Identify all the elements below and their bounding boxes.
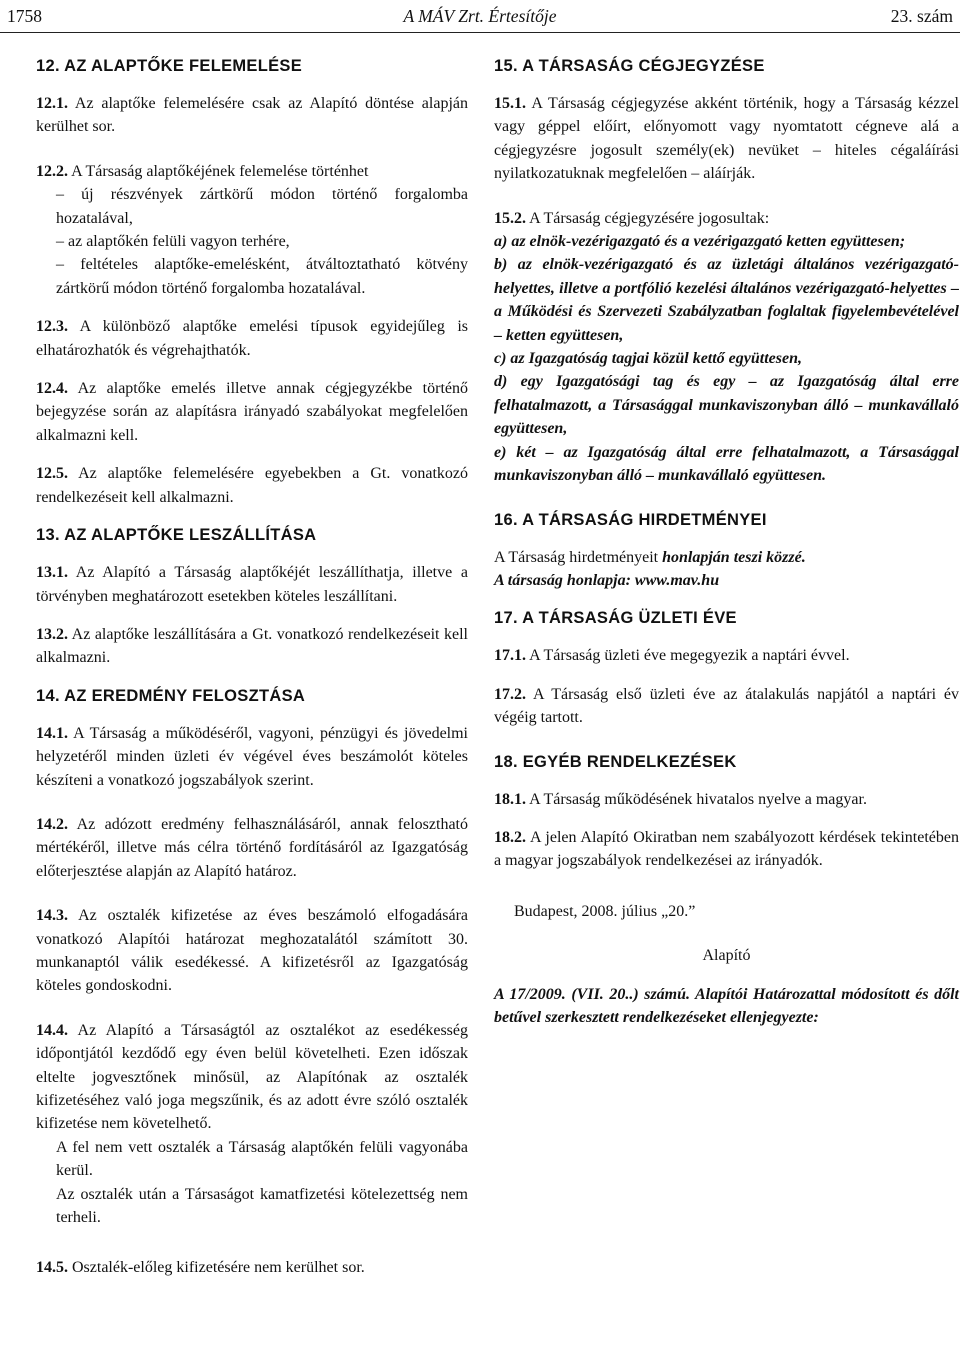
header-rule xyxy=(0,32,960,33)
para-text: A Társaság alaptőkéjének felemelése történhet xyxy=(71,162,369,180)
signatory: Alapító xyxy=(702,947,751,965)
section-14-title: 14. AZ EREDMÉNY FELOSZTÁSA xyxy=(36,686,306,705)
announcements-emphasis: honlapján teszi közzé. xyxy=(662,548,806,566)
para-text: A Társaság a működéséről, vagyoni, pénzügyi és jövedelmi helyzetéről minden üzleti év végével éves beszámolót köteles készíteni a vonatkozó jogszabályok szerint. xyxy=(36,724,468,789)
announcements-plain: A Társaság hirdetményeit xyxy=(494,548,663,566)
section-16-title: 16. A TÁRSASÁG HIRDETMÉNYEI xyxy=(494,510,767,529)
amendment-note: A 17/2009. (VII. 20..) számú. Alapítói Határozattal módosított és dőlt betűvel szerkesztett rendelkezéseket ellenjegyezte: xyxy=(494,985,959,1026)
para-14-1 xyxy=(36,722,468,792)
para-text: Az adózott eredmény felhasználásáról, annak felosztható mértékéről, illetve más célra történő fordításáról az Igazgatóság előterjesztése alapján az Alapító határoz. xyxy=(36,815,469,880)
signatory-option-a: a) az elnök-vezérigazgató és a vezérigazgató ketten együttesen; xyxy=(494,233,906,251)
para-number: 14.5. xyxy=(36,1259,68,1277)
publication-title: A MÁV Zrt. Értesítője xyxy=(403,6,557,26)
right-column xyxy=(494,55,959,1044)
para-number: 14.3. xyxy=(36,907,68,925)
para-14-4-continuation: Az osztalék után a Társaságot kamatfizetési kötelezettség nem terheli. xyxy=(56,1185,468,1227)
para-14-4-continuation: A fel nem vett osztalék a Társaság alaptőkén felüli vagyonába kerül. xyxy=(56,1138,468,1180)
section-12-title: 12. AZ ALAPTŐKE FELEMELÉSE xyxy=(36,57,303,75)
para-number: 14.2. xyxy=(36,815,68,833)
para-13-2 xyxy=(36,623,468,670)
page-number: 1758 xyxy=(7,6,42,26)
para-number: 14.4. xyxy=(36,1021,68,1039)
para-12-3 xyxy=(36,315,468,362)
signatory-option-c: c) az Igazgatóság tagjai közül kettő együttesen, xyxy=(494,350,802,368)
announcements-text xyxy=(494,546,959,569)
para-14-5 xyxy=(36,1256,468,1279)
para-18-1 xyxy=(494,788,959,811)
para-text: Az Alapító a Társaságtól az osztalékot az esedékesség időpontjától kezdődő egy éven belül követelheti. Ezen időszak eltelte jogvesztőnek minősül, az Alapítónak az osztalék kifizetéséhez való joga megszűnik, és az adott évre szóló osztalék kifizetése nem követelhető. xyxy=(36,1021,468,1133)
para-12-2 xyxy=(36,160,468,183)
para-number: 13.2. xyxy=(36,625,68,643)
para-text: Az alaptőke felemelésére csak az Alapító döntése alapján kerülhet sor. xyxy=(36,95,468,136)
para-text: Az alaptőke emelés illetve annak cégjegyzékbe történő bejegyzése során az alapításra irányadó szabályokat megfelelően alkalmazni kell. xyxy=(36,380,468,444)
para-15-2 xyxy=(494,207,959,230)
signatory-option-b: b) az elnök-vezérigazgató és az üzletági általános vezérigazgató-helyettes, illetve a portfólió kezelési általános vezérigazgató-helyettes – a Működési és Szervezeti Szabályzatban foglaltak figyelembevételével – ketten együttesen, xyxy=(494,256,959,344)
para-number: 17.2. xyxy=(494,685,526,703)
signatory-option-e: e) két – az Igazgatóság által erre felhatalmazott, a Társasággal munkaviszonyban álló – munkavállaló együttesen. xyxy=(494,443,959,485)
para-number: 12.2. xyxy=(36,162,68,180)
para-text: A jelen Alapító Okiratban nem szabályozott kérdések tekintetében a magyar jogszabályok rendelkezései az irányadók. xyxy=(494,828,959,870)
section-18-title: 18. EGYÉB RENDELKEZÉSEK xyxy=(494,752,737,771)
para-text: A Társaság működésének hivatalos nyelve a magyar. xyxy=(529,790,867,808)
para-text: Az osztalék kifizetése az éves beszámoló elfogadására vonatkozó Alapítói határozat meghozatalától számított 30. munkanaptól válik esedékessé. A kifizetésről az Igazgatóság köteles gondoskodni. xyxy=(36,907,468,995)
list-item: – feltételes alaptőke-emelésként, átváltoztatható kötvény zártkörű módon történő forgalomba hozatalával. xyxy=(56,256,468,297)
section-15-title: 15. A TÁRSASÁG CÉGJEGYZÉSE xyxy=(494,57,765,75)
para-text: A Társaság első üzleti éve az átalakulás napjától a naptári év végéig tartott. xyxy=(494,685,960,727)
para-14-2 xyxy=(36,813,468,883)
para-text: Az Alapító a Társaság alaptőkéjét leszállíthatja, illetve a törvényben meghatározott esetekben köteles leszállítani. xyxy=(36,564,468,605)
company-website: A társaság honlapja: www.mav.hu xyxy=(494,571,720,589)
para-13-1 xyxy=(36,561,468,608)
para-number: 18.1. xyxy=(494,790,526,808)
para-14-3 xyxy=(36,904,468,998)
list-item: – új részvények zártkörű módon történő forgalomba hozatalával, xyxy=(56,186,468,227)
para-text: A különböző alaptőke emelési típusok egyidejűleg is elhatározhatók és végrehajthatók. xyxy=(36,318,468,359)
signatory-option-d: d) egy Igazgatósági tag és egy – az Igazgatóság által erre felhatalmazott, a Társasággal munkaviszonyban álló – munkavállaló együttesen, xyxy=(494,373,959,438)
para-12-1 xyxy=(36,92,468,139)
section-13-title: 13. AZ ALAPTŐKE LESZÁLLÍTÁSA xyxy=(36,526,317,545)
para-number: 18.2. xyxy=(494,828,526,846)
para-text: A Társaság cégjegyzésére jogosultak: xyxy=(529,209,770,227)
para-17-2 xyxy=(494,683,959,730)
para-number: 12.4. xyxy=(36,380,68,398)
para-number: 13.1. xyxy=(36,564,68,582)
list-item: – az alaptőkén felüli vagyon terhére, xyxy=(56,233,290,251)
para-number: 12.1. xyxy=(36,95,68,112)
para-18-2 xyxy=(494,826,959,873)
place-and-date: Budapest, 2008. július „20.” xyxy=(514,902,696,920)
section-17-title: 17. A TÁRSASÁG ÜZLETI ÉVE xyxy=(494,609,737,628)
para-number: 12.3. xyxy=(36,318,68,336)
para-17-1 xyxy=(494,644,959,667)
para-text: A Társaság üzleti éve megegyezik a naptári évvel. xyxy=(529,647,850,665)
para-14-4 xyxy=(36,1019,468,1136)
para-number: 15.2. xyxy=(494,209,526,227)
running-header xyxy=(7,5,953,27)
para-number: 12.5. xyxy=(36,465,68,483)
para-12-4 xyxy=(36,377,468,447)
para-text: Az alaptőke felemelésére egyebekben a Gt. vonatkozó rendelkezéseit kell alkalmazni. xyxy=(36,465,468,506)
para-number: 15.1. xyxy=(494,95,526,112)
left-column xyxy=(36,55,468,1295)
para-text: A Társaság cégjegyzése akként történik, hogy a Társaság kézzel vagy géppel előírt, előnyomott vagy nyomtatott cégneve alá a cégjegyzésre jogosult személy(ek) nevüket – hiteles cégaláírási nyilatkozatuknak megfelelően – aláírják. xyxy=(494,95,959,183)
para-12-5 xyxy=(36,462,468,509)
para-text: Osztalék-előleg kifizetésére nem kerülhet sor. xyxy=(72,1259,365,1277)
para-text: Az alaptőke leszállítására a Gt. vonatkozó rendelkezéseit kell alkalmazni. xyxy=(36,625,468,667)
para-number: 14.1. xyxy=(36,724,68,742)
para-number: 17.1. xyxy=(494,647,526,665)
issue-number: 23. szám xyxy=(890,6,953,26)
para-15-1 xyxy=(494,92,959,186)
